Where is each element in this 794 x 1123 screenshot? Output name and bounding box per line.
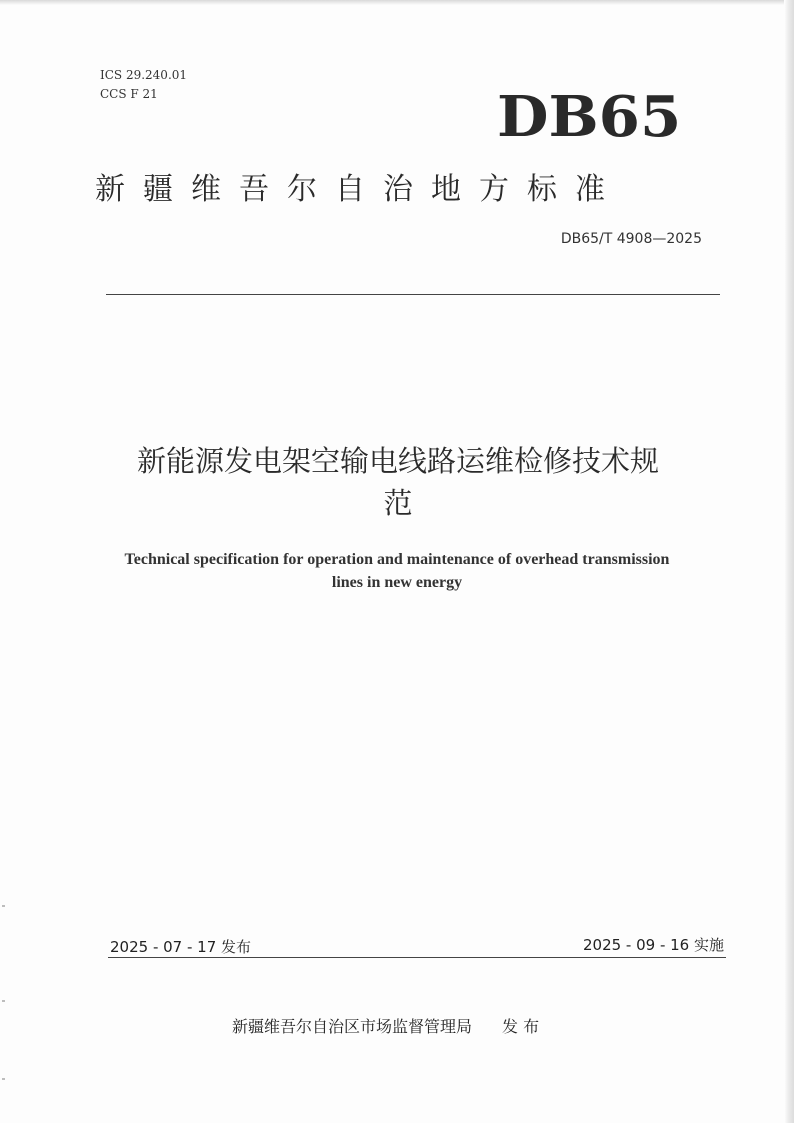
title-cn-line-1: 新能源发电架空输电线路运维检修技术规	[136, 444, 659, 478]
scan-artifact	[2, 905, 5, 907]
footer-divider	[108, 957, 726, 958]
issue-date: 2025 - 07 - 17 发布	[110, 938, 252, 956]
ics-code: ICS 29.240.01	[100, 68, 188, 82]
issuing-action: 发 布	[502, 1017, 540, 1036]
scan-right-edge	[784, 0, 794, 1123]
ccs-code: CCS F 21	[100, 87, 158, 101]
scan-top-edge	[0, 0, 794, 5]
issuer-title: 新疆维吾尔自治地方标准	[95, 172, 623, 207]
document-title-en	[90, 548, 704, 594]
scan-artifact	[2, 1000, 5, 1002]
scan-artifact	[2, 1078, 5, 1080]
standard-code-mark: DB65	[497, 84, 682, 150]
issuing-authority-line	[232, 1014, 539, 1037]
issuing-authority: 新疆维吾尔自治区市场监督管理局	[232, 1017, 473, 1036]
title-en-line-2: lines in new energy	[331, 574, 463, 591]
header-divider	[106, 294, 720, 295]
implementation-date: 2025 - 09 - 16 实施	[582, 936, 724, 954]
title-cn-line-2: 范	[383, 486, 413, 520]
document-title-cn	[96, 440, 700, 524]
classification-codes	[100, 66, 187, 104]
standard-number: DB65/T 4908—2025	[560, 231, 702, 247]
title-en-line-1: Technical specification for operation and maintenance of overhead transmission	[124, 551, 670, 568]
